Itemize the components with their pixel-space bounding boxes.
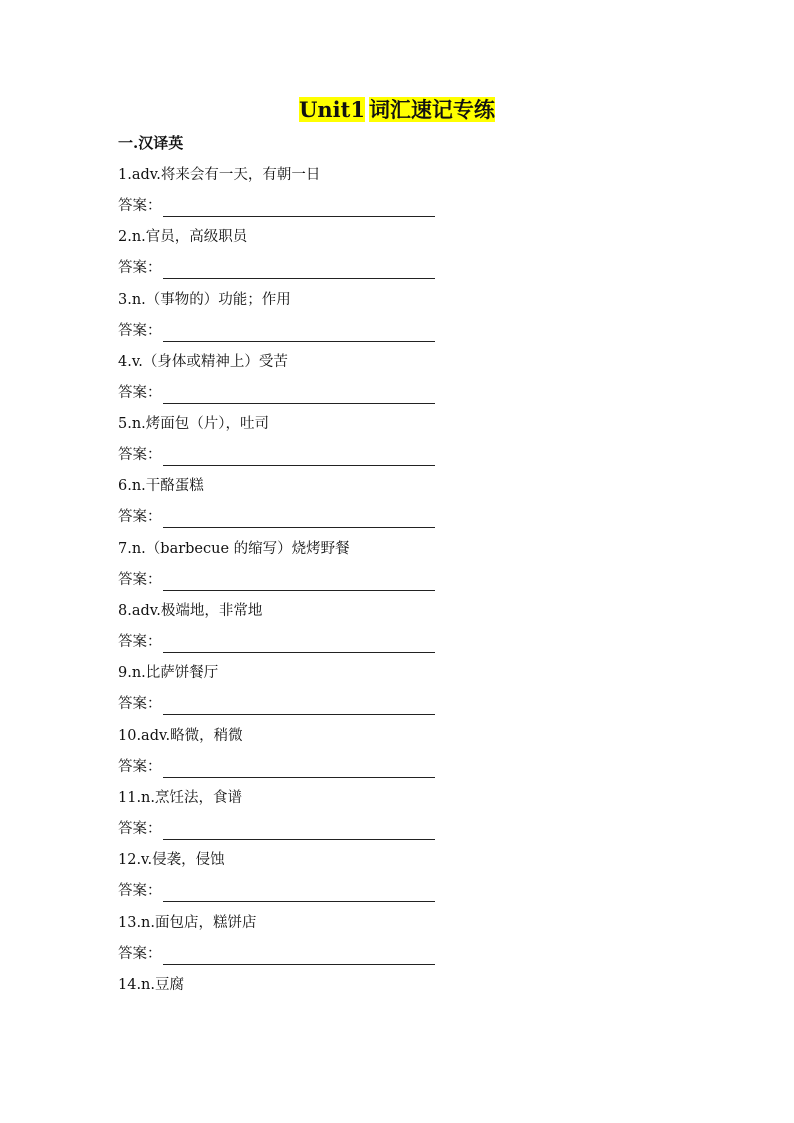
question-item — [118, 725, 678, 787]
answer-label: 答案： — [118, 447, 162, 464]
answer-blank[interactable] — [163, 262, 435, 279]
question-item — [118, 226, 678, 288]
answer-row — [118, 693, 435, 715]
answer-blank[interactable] — [163, 885, 435, 902]
question-text: 10.adv.略微，稍微 — [118, 727, 243, 744]
question-item — [118, 351, 678, 413]
page-title — [297, 95, 497, 125]
answer-label: 答案： — [118, 384, 162, 401]
question-text: 14.n.豆腐 — [118, 976, 185, 993]
answer-blank[interactable] — [163, 574, 435, 591]
question-text: 9.n.比萨饼餐厅 — [118, 665, 219, 682]
answer-row — [118, 444, 435, 466]
answer-label: 答案： — [118, 820, 162, 837]
answer-blank[interactable] — [163, 511, 435, 528]
answer-label: 答案： — [118, 322, 162, 339]
answer-label: 答案： — [118, 198, 162, 214]
question-text: 13.n.面包店，糕饼店 — [118, 914, 257, 931]
answer-row — [118, 569, 435, 591]
answer-label: 答案： — [118, 509, 162, 526]
question-item — [118, 662, 678, 724]
answer-label: 答案： — [118, 260, 162, 277]
answer-blank[interactable] — [163, 698, 435, 715]
question-item — [118, 912, 678, 974]
question-text: 12.v.侵袭，侵蚀 — [118, 852, 225, 869]
title-text: 词汇速记专练 — [368, 97, 495, 122]
section-heading: 一.汉译英 — [118, 134, 184, 152]
answer-blank[interactable] — [163, 761, 435, 778]
question-text: 6.n.干酪蛋糕 — [118, 478, 204, 495]
title-container — [0, 95, 794, 125]
question-text: 7.n.（barbecue 的缩写）烧烤野餐 — [118, 540, 350, 557]
question-item — [118, 600, 678, 662]
answer-row — [118, 320, 435, 342]
question-item — [118, 849, 678, 911]
answer-blank[interactable] — [163, 200, 435, 217]
question-text: 3.n.（事物的）功能；作用 — [118, 291, 291, 308]
question-item — [118, 289, 678, 351]
question-list — [118, 164, 678, 1036]
question-item — [118, 538, 678, 600]
answer-row — [118, 257, 435, 279]
question-text: 1.adv.将来会有一天，有朝一日 — [118, 167, 321, 183]
answer-label: 答案： — [118, 758, 162, 775]
question-text: 5.n.烤面包（片），吐司 — [118, 416, 270, 433]
question-text: 11.n.烹饪法，食谱 — [118, 789, 243, 806]
answer-blank[interactable] — [163, 325, 435, 342]
question-text: 4.v.（身体或精神上）受苦 — [118, 353, 288, 370]
answer-row — [118, 756, 435, 778]
answer-row — [118, 880, 435, 902]
answer-blank[interactable] — [163, 449, 435, 466]
question-item — [118, 164, 678, 226]
answer-row — [118, 631, 435, 653]
answer-row — [118, 818, 435, 840]
answer-row — [118, 195, 435, 217]
title-unit: Unit1 — [299, 97, 365, 122]
answer-label: 答案： — [118, 571, 162, 588]
answer-row — [118, 382, 435, 404]
answer-blank[interactable] — [163, 823, 435, 840]
question-text: 2.n.官员，高级职员 — [118, 229, 248, 246]
answer-blank[interactable] — [163, 387, 435, 404]
question-item — [118, 475, 678, 537]
answer-row — [118, 506, 435, 528]
answer-label: 答案： — [118, 696, 162, 713]
question-item — [118, 974, 678, 1036]
answer-blank[interactable] — [163, 948, 435, 965]
answer-row — [118, 943, 435, 965]
answer-blank[interactable] — [163, 636, 435, 653]
answer-label: 答案： — [118, 634, 162, 651]
question-text: 8.adv.极端地，非常地 — [118, 603, 263, 620]
answer-label: 答案： — [118, 883, 162, 900]
answer-label: 答案： — [118, 945, 162, 962]
question-item — [118, 413, 678, 475]
question-item — [118, 787, 678, 849]
